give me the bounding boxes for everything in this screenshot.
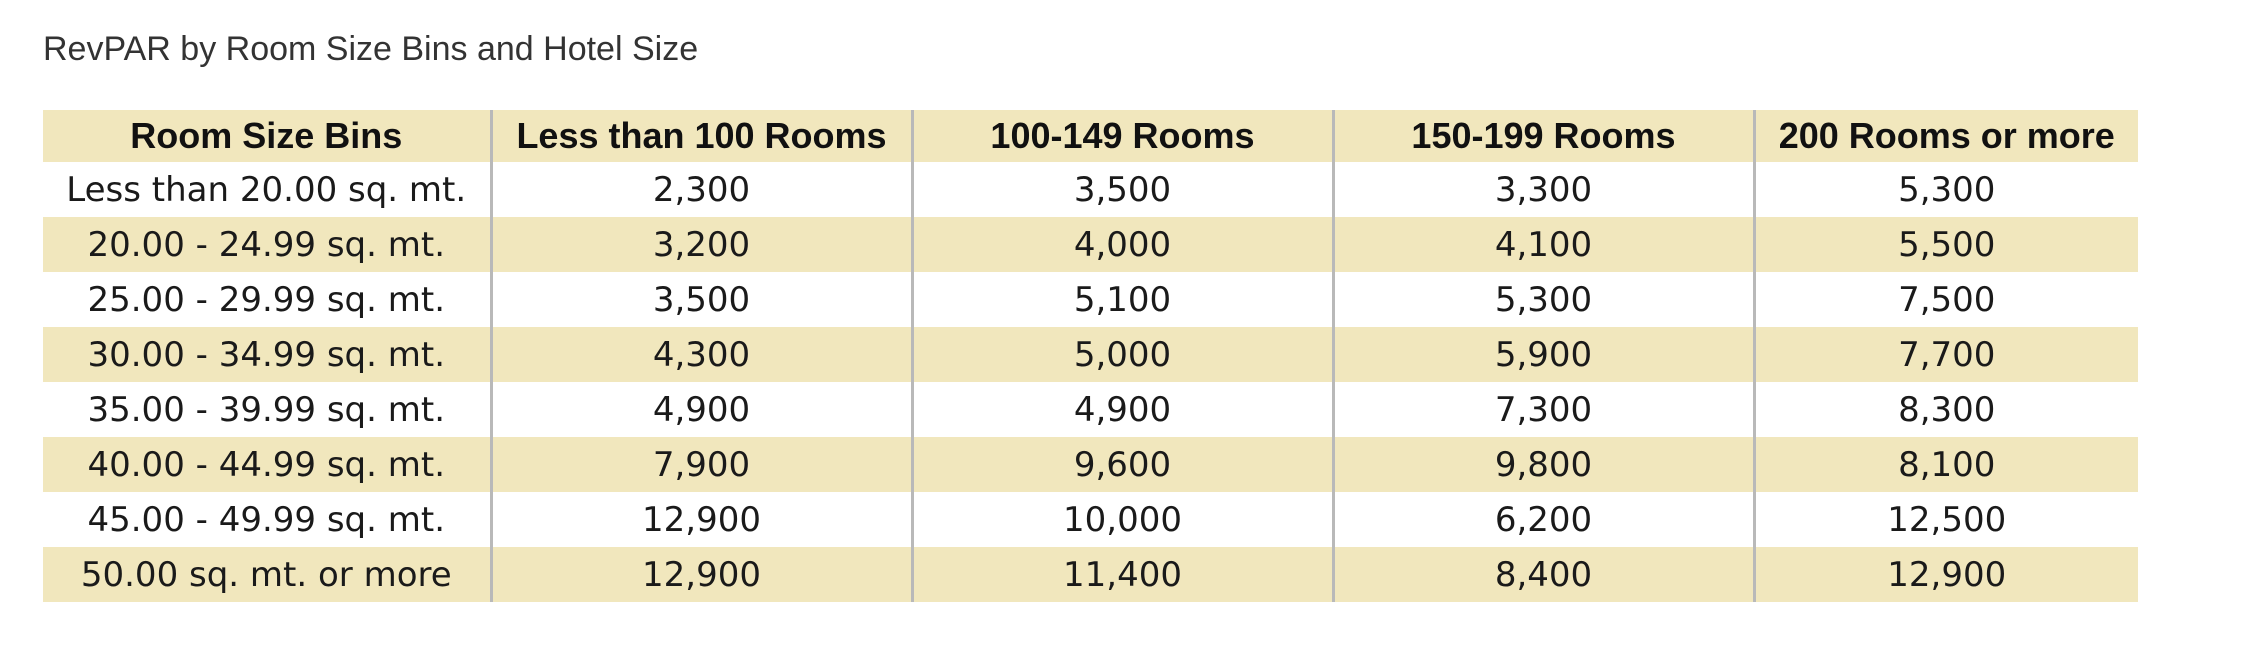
table-cell: 8,100 <box>1754 437 2138 492</box>
row-label: 50.00 sq. mt. or more <box>43 547 491 602</box>
row-label: 40.00 - 44.99 sq. mt. <box>43 437 491 492</box>
table-cell: 5,300 <box>1898 169 1996 210</box>
table-cell: 4,900 <box>912 382 1333 437</box>
table-cell: 7,700 <box>1754 327 2138 382</box>
row-label: 45.00 - 49.99 sq. mt. <box>43 492 491 547</box>
table-row <box>43 382 2138 437</box>
column-header-room-size-bins: Room Size Bins <box>43 110 491 162</box>
table-cell: 5,100 <box>912 272 1333 327</box>
row-label: 20.00 - 24.99 sq. mt. <box>43 217 491 272</box>
table-row <box>43 437 2138 492</box>
table-row <box>43 547 2138 602</box>
table-cell: 5,300 <box>1333 272 1754 327</box>
table-cell: 12,500 <box>1887 499 2007 540</box>
table-cell: 11,400 <box>912 547 1333 602</box>
table-cell: 4,000 <box>912 217 1333 272</box>
row-label: 35.00 - 39.99 sq. mt. <box>43 382 491 437</box>
table-cell: 9,600 <box>912 437 1333 492</box>
column-header-200-rooms-or-more: 200 Rooms or more <box>1754 110 2138 162</box>
table-row <box>43 217 2138 272</box>
table-cell: 2,300 <box>491 162 912 217</box>
table-cell: 8,400 <box>1333 547 1754 602</box>
table-cell: 5,500 <box>1754 217 2138 272</box>
column-header-100-149-rooms: 100-149 Rooms <box>912 110 1333 162</box>
revpar-table <box>43 110 2138 602</box>
table-cell: 5,900 <box>1333 327 1754 382</box>
row-label: Less than 20.00 sq. mt. <box>43 162 491 217</box>
column-header-less-than-100-rooms: Less than 100 Rooms <box>491 110 912 162</box>
table-row <box>43 492 2138 547</box>
column-header-150-199-rooms: 150-199 Rooms <box>1333 110 1754 162</box>
table-cell: 4,300 <box>491 327 912 382</box>
table-row <box>43 327 2138 382</box>
table-cell: 3,500 <box>491 272 912 327</box>
table-cell: 4,900 <box>491 382 912 437</box>
table-row <box>43 272 2138 327</box>
table-cell: 7,300 <box>1333 382 1754 437</box>
table-cell: 12,900 <box>1754 547 2138 602</box>
table-cell: 3,200 <box>491 217 912 272</box>
table-cell: 3,300 <box>1333 162 1754 217</box>
header-row <box>43 110 2138 162</box>
table-cell: 9,800 <box>1333 437 1754 492</box>
table-cell: 8,300 <box>1898 389 1996 430</box>
table-cell: 4,100 <box>1333 217 1754 272</box>
table-row <box>43 162 2138 217</box>
table-cell: 12,900 <box>491 547 912 602</box>
table-cell: 12,900 <box>491 492 912 547</box>
table-cell: 5,000 <box>912 327 1333 382</box>
table-title: RevPAR by Room Size Bins and Hotel Size <box>43 30 699 68</box>
table-cell: 7,900 <box>491 437 912 492</box>
table-cell: 6,200 <box>1333 492 1754 547</box>
row-label: 30.00 - 34.99 sq. mt. <box>43 327 491 382</box>
table-cell: 3,500 <box>912 162 1333 217</box>
row-label: 25.00 - 29.99 sq. mt. <box>43 272 491 327</box>
table-cell: 7,500 <box>1898 279 1996 320</box>
table-cell: 10,000 <box>912 492 1333 547</box>
